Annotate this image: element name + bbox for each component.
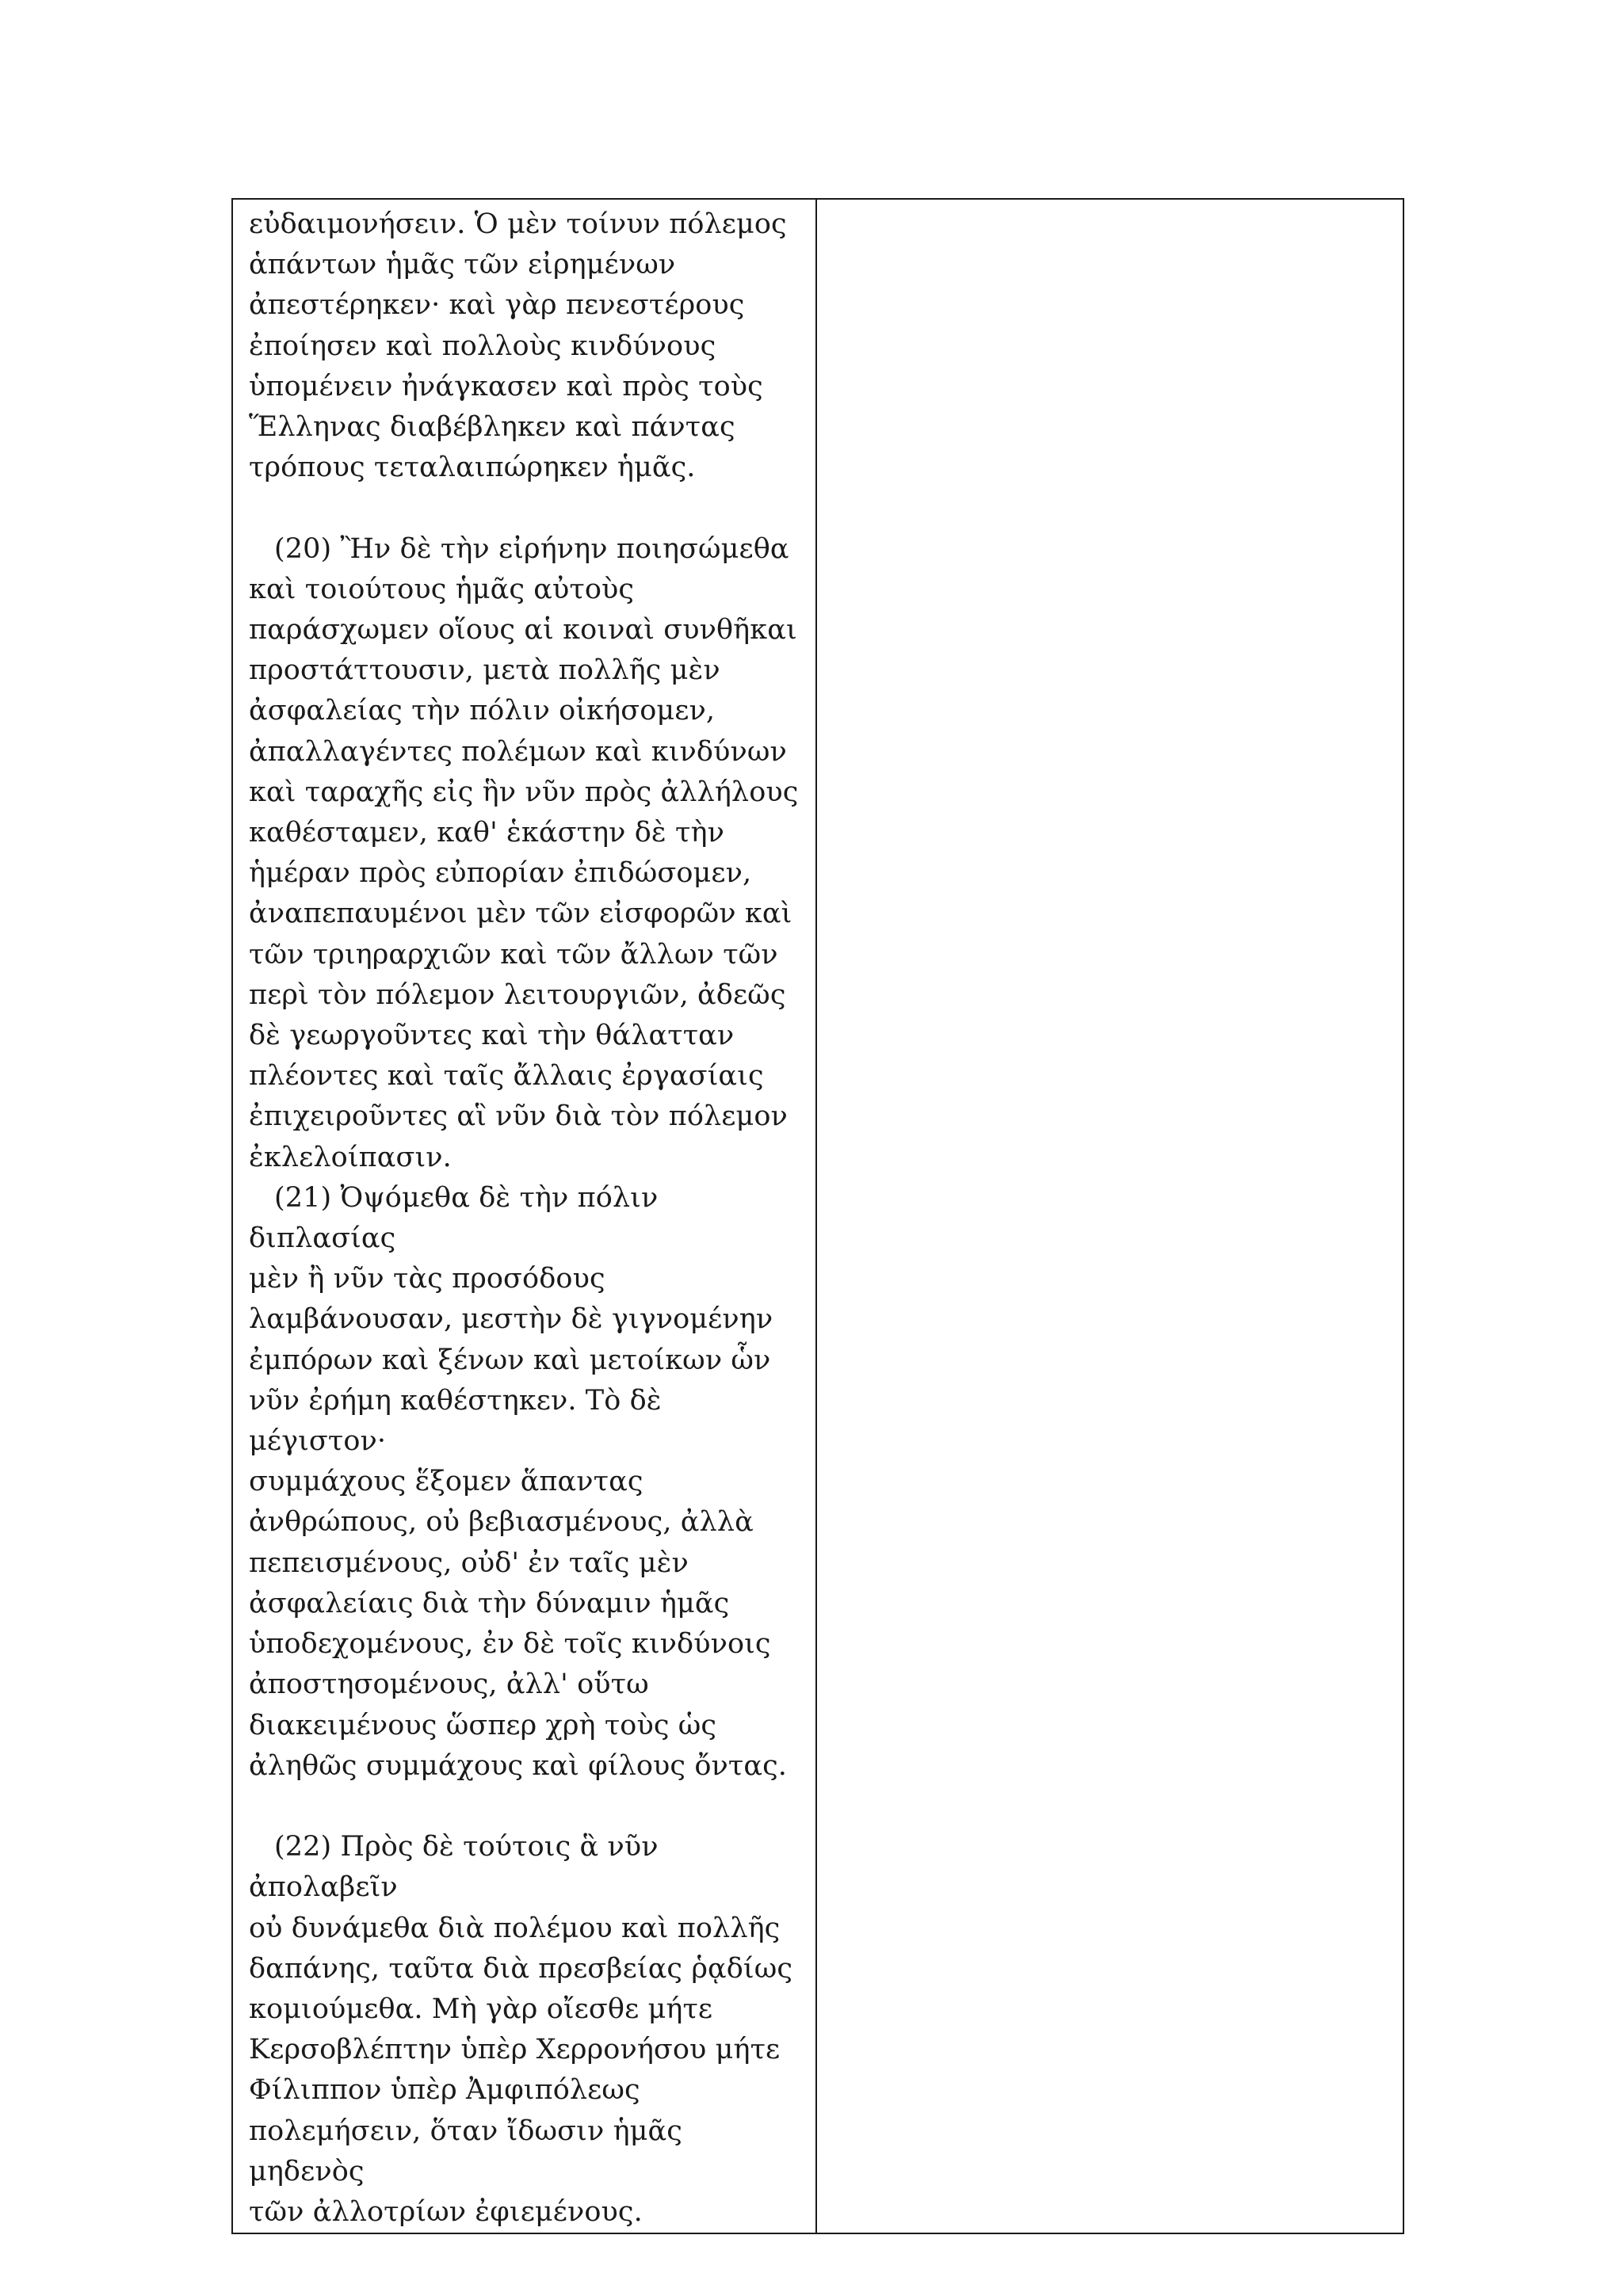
paragraph-spacer	[249, 488, 806, 528]
paragraph-21: (21) Ὀψόμεθα δὲ τὴν πόλιν διπλασίας μὲν ἢ νῦν τὰς προσόδους λαμβάνουσαν, μεστὴν δὲ γιγνομένην ἐμπόρων καὶ ξένων καὶ μετοίκων ὧν νῦν ἐρήμη καθέστηκεν. Τὸ δὲ μέγιστον· συμμάχους ἕξομεν ἅπαντας ἀνθρώπους, οὐ βεβιασμένους, ἀλλὰ πεπεισμένους, οὐδ' ἐν ταῖς μὲν ἀσφαλείαις διὰ τὴν δύναμιν ἡμᾶς ὑποδεχομένους, ἐν δὲ τοῖς κινδύνοις ἀποστησομένους, ἀλλ' οὕτω διακειμένους ὥσπερ χρὴ τοὺς ὡς ἀληθῶς συμμάχους καὶ φίλους ὄντας.	[249, 1181, 788, 1782]
empty-translation-cell	[816, 199, 1403, 2233]
paragraph-continuation: εὐδαιμονήσειν. Ὁ μὲν τοίνυν πόλεμος ἁπάντων ἡμᾶς τῶν εἰρημένων ἀπεστέρηκεν· καὶ γὰρ πενεστέρους ἐποίησεν καὶ πολλοὺς κινδύνους ὑπομένειν ἠνάγκασεν καὶ πρὸς τοὺς Ἕλληνας διαβέβληκεν καὶ πάντας τρόπους τεταλαιπώρηκεν ἡμᾶς.	[249, 208, 787, 484]
table-row	[232, 199, 1403, 2233]
greek-text-cell	[232, 199, 816, 2233]
paragraph-20: (20) Ἢν δὲ τὴν εἰρήνην ποιησώμεθα καὶ τοιούτους ἡμᾶς αὐτοὺς παράσχωμεν οἵους αἱ κοιναὶ συνθῆκαι προστάττουσιν, μετὰ πολλῆς μὲν ἀσφαλείας τὴν πόλιν οἰκήσομεν, ἀπαλλαγέντες πολέμων καὶ κινδύνων καὶ ταραχῆς εἰς ἣν νῦν πρὸς ἀλλήλους καθέσταμεν, καθ' ἑκάστην δὲ τὴν ἡμέραν πρὸς εὐπορίαν ἐπιδώσομεν, ἀναπεπαυμένοι μὲν τῶν εἰσφορῶν καὶ τῶν τριηραρχιῶν καὶ τῶν ἄλλων τῶν περὶ τὸν πόλεμον λειτουργιῶν, ἀδεῶς δὲ γεωργοῦντες καὶ τὴν θάλατταν πλέοντες καὶ ταῖς ἄλλαις ἐργασίαις ἐπιχειροῦντες αἳ νῦν διὰ τὸν πόλεμον ἐκλελοίπασιν.	[249, 532, 799, 1173]
text-table	[231, 198, 1404, 2234]
paragraph-spacer	[249, 1787, 806, 1827]
paragraph-22: (22) Πρὸς δὲ τούτοις ἃ νῦν ἀπολαβεῖν οὐ δυνάμεθα διὰ πολέμου καὶ πολλῆς δαπάνης, ταῦτα διὰ πρεσβείας ῥᾳδίως κομιούμεθα. Μὴ γὰρ οἴεσθε μήτε Κερσοβλέπτην ὑπὲρ Χερρονήσου μήτε Φίλιππον ὑπὲρ Ἀμφιπόλεως πολεμήσειν, ὅταν ἴδωσιν ἡμᾶς μηδενὸς τῶν ἀλλοτρίων ἐφιεμένους.	[249, 1831, 793, 2228]
